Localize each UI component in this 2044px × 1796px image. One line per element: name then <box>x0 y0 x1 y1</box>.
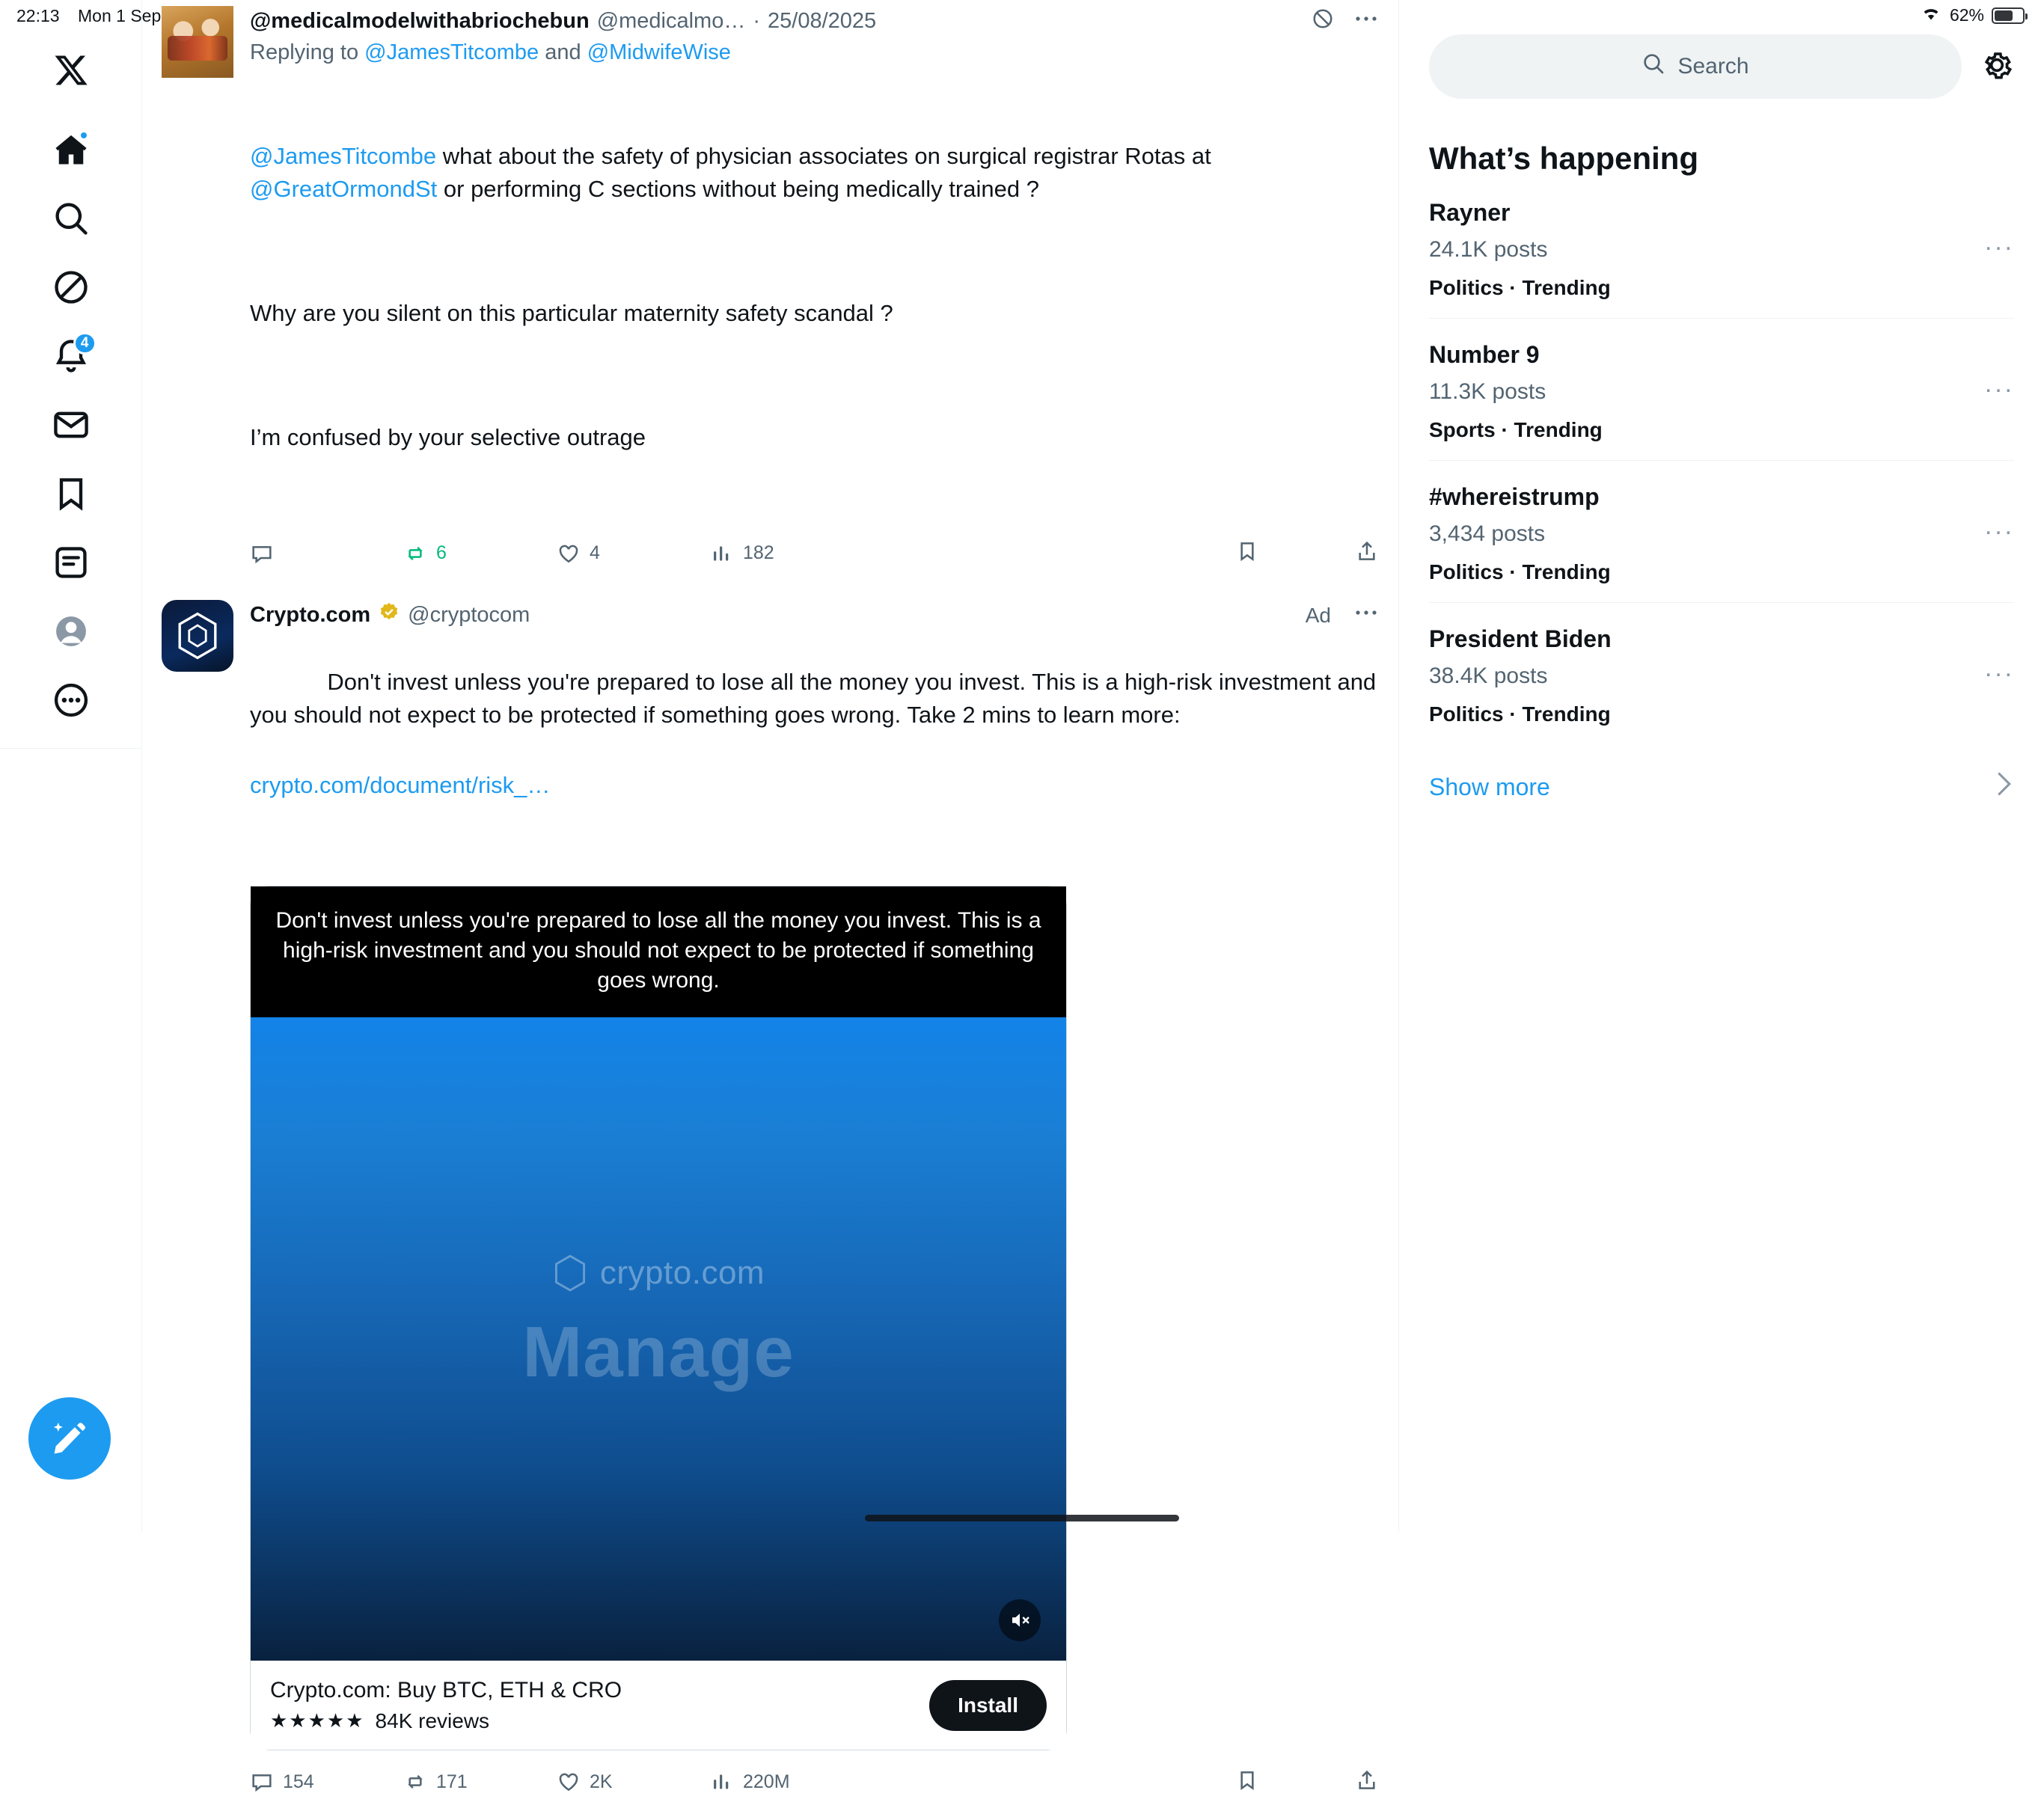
trend-item[interactable] <box>1429 177 2014 319</box>
not-interested-icon[interactable] <box>1312 7 1334 36</box>
search-row <box>1429 0 2014 99</box>
show-more-link[interactable] <box>1429 744 2014 803</box>
post-body-paragraph-3: I’m confused by your selective outrage <box>250 424 646 451</box>
ad-app-footer <box>251 1661 1066 1750</box>
search-input[interactable] <box>1429 34 1962 99</box>
ad-link[interactable]: crypto.com/document/risk_… <box>250 772 551 799</box>
watermark-label: crypto.com <box>599 1254 765 1291</box>
like-count: 4 <box>590 542 600 564</box>
ad-video[interactable] <box>251 1017 1066 1661</box>
reply-button[interactable] <box>250 1770 403 1794</box>
repost-count: 6 <box>436 542 447 564</box>
sidebar-item-more[interactable] <box>37 666 105 735</box>
post-header <box>250 601 1379 630</box>
trend-category: Politics · Trending <box>1429 702 1611 726</box>
trend-more-icon[interactable]: ··· <box>1984 233 2014 261</box>
post-body <box>250 74 1379 520</box>
author-handle: @medicalmo… <box>596 9 746 33</box>
x-logo-icon[interactable] <box>37 36 105 105</box>
author-name[interactable]: @medicalmodelwithabriochebun <box>250 9 590 33</box>
mention-jamestitcombe[interactable]: @JamesTitcombe <box>250 142 437 169</box>
trend-name: Rayner <box>1429 199 1511 226</box>
ad-label: Ad <box>1305 603 1331 627</box>
home-unread-dot <box>79 130 89 141</box>
ad-body <box>250 633 1383 868</box>
reply-count: 154 <box>283 1771 314 1792</box>
post-date: 25/08/2025 <box>768 9 877 33</box>
post-medicalmodel[interactable] <box>142 0 1398 567</box>
notifications-badge: 4 <box>73 332 97 355</box>
search-icon <box>1641 52 1665 82</box>
trend-post-count: 3,434 posts <box>1429 521 1546 546</box>
sidebar-item-bookmarks[interactable] <box>37 459 105 528</box>
status-time: 22:13 <box>16 6 60 25</box>
trend-post-count: 24.1K posts <box>1429 237 1548 262</box>
nav-divider <box>0 748 141 749</box>
trend-more-icon[interactable]: ··· <box>1984 375 2014 403</box>
crypto-watermark <box>552 1254 765 1292</box>
trend-name: President Biden <box>1429 625 1612 652</box>
sidebar-item-grok[interactable] <box>37 253 105 322</box>
post-body-part-1: what about the safety of physician associates on surgical registrar Rotas at <box>436 142 1218 169</box>
trend-more-icon[interactable]: ··· <box>1984 659 2014 687</box>
search-placeholder: Search <box>1677 54 1749 79</box>
post-body-paragraph-2: Why are you silent on this particular maternity safety scandal ? <box>250 299 893 326</box>
replying-to-and: and <box>539 40 587 64</box>
battery-percent: 62% <box>1949 5 1984 25</box>
repost-button[interactable] <box>403 542 557 566</box>
header-separator: · <box>753 9 761 33</box>
trend-name: #whereistrump <box>1429 483 1600 510</box>
trend-category: Politics · Trending <box>1429 276 1611 299</box>
post-header <box>250 7 1379 36</box>
trend-more-icon[interactable]: ··· <box>1984 517 2014 545</box>
author-name[interactable]: Crypto.com <box>250 603 371 628</box>
rating-stars: ★★★★★ <box>270 1709 365 1732</box>
trend-item[interactable] <box>1429 319 2014 461</box>
bookmark-button[interactable] <box>1235 539 1259 567</box>
sidebar-item-home[interactable] <box>37 115 105 184</box>
share-button[interactable] <box>1355 1768 1379 1796</box>
like-count: 2K <box>590 1771 613 1792</box>
avatar[interactable] <box>162 600 233 672</box>
verified-badge-icon <box>378 601 400 630</box>
gear-icon[interactable] <box>1980 48 2014 86</box>
mute-icon[interactable] <box>999 1599 1041 1641</box>
compose-post-button[interactable] <box>28 1397 111 1480</box>
sidebar-item-lists[interactable] <box>37 528 105 597</box>
ad-media-card[interactable] <box>250 886 1067 1750</box>
like-button[interactable] <box>557 542 710 566</box>
sidebar-item-messages[interactable] <box>37 390 105 459</box>
sidebar-item-profile[interactable] <box>37 597 105 666</box>
ad-actions <box>250 1768 1379 1796</box>
video-overlay-word: Manage <box>522 1311 795 1392</box>
post-more-icon[interactable] <box>1353 7 1379 36</box>
post-actions <box>250 539 1379 567</box>
repost-button[interactable] <box>403 1770 557 1794</box>
ad-media-disclaimer: Don't invest unless you're prepared to lose all the money you invest. This is a high-risk investment and you should not expect to be protected if something goes wrong. <box>251 886 1066 1017</box>
mention-greatormondst[interactable]: @GreatOrmondSt <box>250 175 438 202</box>
trend-category: Sports · Trending <box>1429 418 1603 441</box>
avatar[interactable] <box>162 6 233 78</box>
sidebar-item-explore[interactable] <box>37 184 105 253</box>
install-button[interactable]: Install <box>929 1680 1047 1731</box>
home-indicator <box>865 1515 1179 1521</box>
share-button[interactable] <box>1355 539 1379 567</box>
trend-name: Number 9 <box>1429 341 1540 368</box>
reply-button[interactable] <box>250 542 403 566</box>
views-count: 182 <box>743 542 774 564</box>
like-button[interactable] <box>557 1770 710 1794</box>
ad-app-title: Crypto.com: Buy BTC, ETH & CRO <box>270 1677 622 1702</box>
views-count: 220M <box>743 1771 790 1792</box>
replying-to-prefix: Replying to <box>250 40 365 64</box>
post-body-part-2: or performing C sections without being medically trained ? <box>437 175 1039 202</box>
bookmark-button[interactable] <box>1235 1768 1259 1796</box>
replying-to-line <box>250 40 1379 65</box>
trend-post-count: 11.3K posts <box>1429 379 1546 404</box>
views-button[interactable] <box>710 542 863 566</box>
replying-to-user-2[interactable]: @MidwifeWise <box>587 40 731 64</box>
trend-item[interactable] <box>1429 603 2014 744</box>
ad-body-text: Don't invest unless you're prepared to lose all the money you invest. This is a high-risk investment and you should not expect to be protected if something goes wrong. Take 2 mins to learn more: <box>250 668 1383 728</box>
trend-category: Politics · Trending <box>1429 560 1611 583</box>
replying-to-user-1[interactable]: @JamesTitcombe <box>364 40 539 64</box>
post-cryptocom-ad[interactable] <box>142 567 1398 1796</box>
trend-post-count: 38.4K posts <box>1429 663 1548 688</box>
right-sidebar <box>1399 0 2044 1532</box>
timeline[interactable] <box>142 0 1399 1792</box>
show-more-label: Show more <box>1429 773 1550 800</box>
sidebar-item-notifications[interactable] <box>37 322 105 390</box>
author-handle: @cryptocom <box>408 603 530 628</box>
review-count: 84K reviews <box>375 1708 490 1732</box>
left-navigation <box>0 0 142 1532</box>
whats-happening-title: What’s happening <box>1429 141 1699 176</box>
views-button[interactable] <box>710 1770 863 1794</box>
trend-item[interactable] <box>1429 461 2014 603</box>
repost-count: 171 <box>436 1771 468 1792</box>
chevron-right-icon <box>1995 771 2014 803</box>
post-more-icon[interactable] <box>1353 601 1379 630</box>
status-date: Mon 1 Sep <box>78 6 162 25</box>
